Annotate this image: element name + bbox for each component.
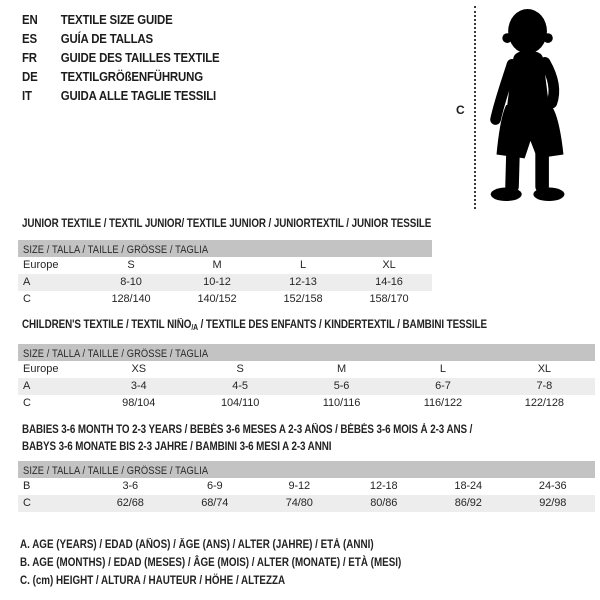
height-cell: 122/128 xyxy=(524,397,564,409)
legend-age-years: A. AGE (YEARS) / EDAD (AÑOS) / ÂGE (ANS) / ALTER (JAHRE) / ETÀ (ANNI) xyxy=(20,539,374,551)
height-measure-label: C xyxy=(456,103,465,117)
size-cell: XS xyxy=(131,363,146,375)
language-code: EN xyxy=(22,12,38,27)
children-table-title xyxy=(22,319,487,332)
size-cell: S xyxy=(236,363,244,375)
size-cell: S xyxy=(127,259,135,271)
children-title-sub: /A xyxy=(191,323,198,332)
language-code: FR xyxy=(22,50,37,65)
language-row xyxy=(22,10,219,29)
row-label: A xyxy=(23,276,31,288)
height-cell: 110/116 xyxy=(322,397,361,409)
row-label: C xyxy=(23,397,31,409)
table-row-height xyxy=(18,495,595,512)
language-row xyxy=(22,29,219,48)
size-header-bar xyxy=(18,461,595,478)
language-code: IT xyxy=(22,88,32,103)
size-cell: XL xyxy=(537,363,551,375)
language-row xyxy=(22,86,219,105)
height-cell: 74/80 xyxy=(285,497,313,509)
size-cell: M xyxy=(336,363,347,375)
table-row-europe xyxy=(18,361,595,378)
junior-size-table xyxy=(18,240,432,308)
size-header-label: SIZE / TALLA / TAILLE / GRÖSSE / TAGLIA xyxy=(23,244,209,256)
height-cell: 104/110 xyxy=(220,397,260,409)
age-cell: 12-18 xyxy=(369,480,398,492)
legend-height: C. (cm) HEIGHT / ALTURA / HAUTEUR / HÖHE / ALTEZZA xyxy=(20,575,286,587)
babies-table-title-line1: BABIES 3-6 MONTH TO 2-3 YEARS / BEBÉS 3-6 MESES A 2-3 AÑOS / BÉBÉS 3-6 MOIS À 2-3 ANS / xyxy=(22,424,473,436)
height-cell: 86/92 xyxy=(454,497,482,509)
language-label: GUIDA ALLE TAGLIE TESSILI xyxy=(60,88,217,103)
age-cell: 10-12 xyxy=(203,276,231,288)
height-cell: 158/170 xyxy=(369,293,409,305)
size-header-bar xyxy=(18,344,595,361)
age-cell: 6-7 xyxy=(435,380,451,392)
language-label: GUÍA DE TALLAS xyxy=(60,31,153,46)
language-label: TEXTILGRÖßENFÜHRUNG xyxy=(60,69,203,84)
height-cell: 152/158 xyxy=(283,293,323,305)
row-label: Europe xyxy=(23,259,59,271)
age-cell: 4-5 xyxy=(232,380,248,392)
children-size-table xyxy=(18,344,595,412)
height-cell: 116/122 xyxy=(423,397,463,409)
row-label: B xyxy=(23,480,31,492)
size-cell: L xyxy=(299,259,307,271)
age-cell: 18-24 xyxy=(454,480,483,492)
babies-table-title-line2: BABYS 3-6 MONATE BIS 2-3 JAHRE / BAMBINI 3-6 MESI A 2-3 ANNI xyxy=(22,441,332,453)
age-cell: 6-9 xyxy=(206,480,223,492)
height-cell: 128/140 xyxy=(111,293,151,305)
row-label: C xyxy=(23,293,31,305)
size-cell: XL xyxy=(382,259,396,271)
height-dotted-line xyxy=(474,6,476,209)
size-cell: M xyxy=(212,259,222,271)
height-cell: 98/104 xyxy=(122,397,156,409)
age-cell: 7-8 xyxy=(536,380,553,392)
table-row-europe xyxy=(18,257,432,274)
row-label: C xyxy=(23,497,31,509)
language-row xyxy=(22,48,219,67)
age-cell: 8-10 xyxy=(120,276,142,288)
table-row-age xyxy=(18,378,595,395)
babies-size-table xyxy=(18,461,595,512)
size-header-label: SIZE / TALLA / TAILLE / GRÖSSE / TAGLIA xyxy=(23,465,209,477)
row-label: A xyxy=(23,380,31,392)
age-cell: 3-6 xyxy=(122,480,139,492)
size-header-bar xyxy=(18,240,432,257)
baby-silhouette-icon xyxy=(481,4,578,208)
table-row-height xyxy=(18,395,595,412)
size-header-label: SIZE / TALLA / TAILLE / GRÖSSE / TAGLIA xyxy=(23,348,209,360)
age-cell: 9-12 xyxy=(288,480,311,492)
height-cell: 140/152 xyxy=(197,293,237,305)
height-cell: 92/98 xyxy=(539,497,567,509)
language-label: TEXTILE SIZE GUIDE xyxy=(60,12,173,27)
language-row xyxy=(22,67,219,86)
table-row-age xyxy=(18,274,432,291)
language-code: DE xyxy=(22,69,38,84)
age-cell: 14-16 xyxy=(375,276,403,288)
table-row-height xyxy=(18,291,432,308)
age-cell: 12-13 xyxy=(289,276,317,288)
table-row-age-months xyxy=(18,478,595,495)
children-title-post: / TEXTILE DES ENFANTS / KINDERTEXTIL / BAMBINI TESSILE xyxy=(197,319,488,331)
language-list xyxy=(22,10,219,105)
legend-age-months: B. AGE (MONTHS) / EDAD (MESES) / ÂGE (MOIS) / ALTER (MONATE) / ETÀ (MESI) xyxy=(20,557,402,569)
language-code: ES xyxy=(22,31,37,46)
children-title-pre: CHILDREN'S TEXTILE / TEXTIL NIÑO xyxy=(22,319,192,331)
legend xyxy=(20,536,401,590)
height-cell: 62/68 xyxy=(116,497,144,509)
age-cell: 5-6 xyxy=(333,380,350,392)
language-label: GUIDE DES TAILLES TEXTILE xyxy=(60,50,220,65)
size-cell: L xyxy=(439,363,446,375)
row-label: Europe xyxy=(23,363,59,375)
junior-table-title: JUNIOR TEXTILE / TEXTIL JUNIOR/ TEXTILE JUNIOR / JUNIORTEXTIL / JUNIOR TESSILE xyxy=(22,218,432,230)
age-cell: 3-4 xyxy=(130,380,147,392)
height-cell: 80/86 xyxy=(370,497,398,509)
height-cell: 68/74 xyxy=(201,497,229,509)
age-cell: 24-36 xyxy=(538,480,567,492)
